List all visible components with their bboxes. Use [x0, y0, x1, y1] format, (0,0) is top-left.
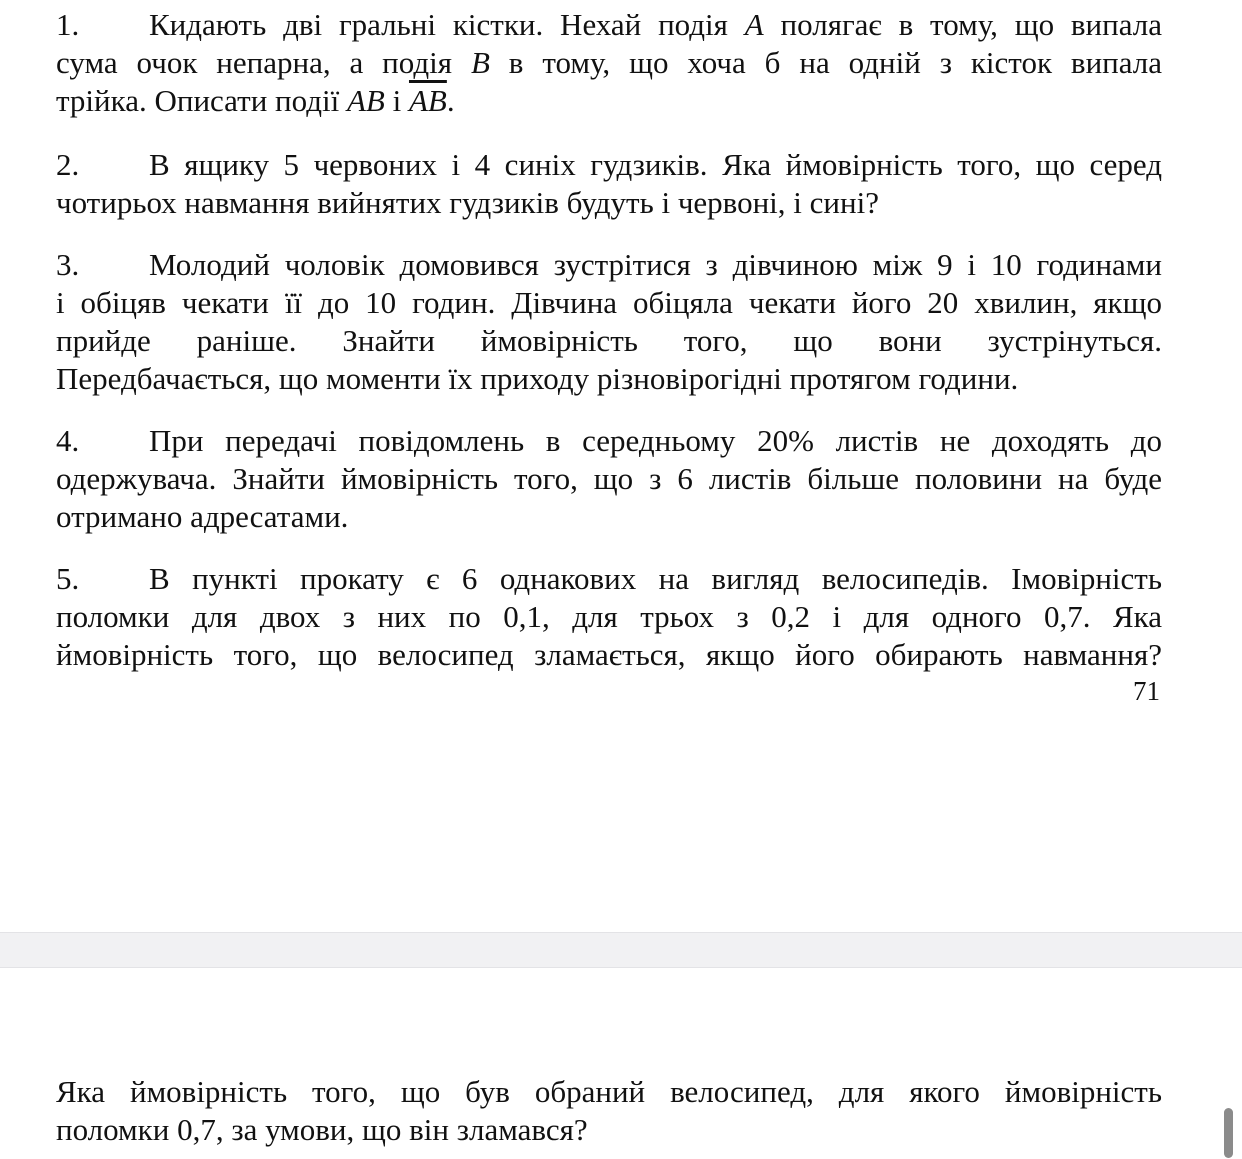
problem-number: 1. [56, 7, 80, 42]
problem-text: трійка. Описати події [56, 83, 340, 118]
problem-text: полягає в тому, що випала [763, 7, 1162, 42]
problem-line: поломки для двох з них по 0,1, для трьох з 0,2 і для одного 0,7. Яка [56, 599, 1162, 634]
problem-number: 2. [56, 147, 80, 182]
problem-line: Передбачається, що моменти їх приходу різновірогідні протягом години. [56, 361, 1019, 396]
page-divider [0, 932, 1242, 968]
page-number: 71 [1133, 676, 1160, 706]
problem-text: Молодий чоловік домовився зустрітися з дівчиною між 9 і 10 годинами [149, 247, 1162, 282]
problem-line [56, 422, 1162, 460]
problem-text: В ящику 5 червоних і 4 синіх гудзиків. Яка ймовірність того, що серед [149, 147, 1162, 182]
event-ab-complement: $\overline{AB}$ [408, 83, 447, 118]
problem-4 [56, 422, 1162, 536]
problem-text: в тому, що хоча б на одній з кісток випала [489, 45, 1163, 80]
problem-2 [56, 146, 1162, 222]
problem-line: ймовірність того, що велосипед зламається, якщо його обирають навмання? [56, 637, 1162, 672]
problem-line [56, 44, 1162, 82]
problem-number: 5. [56, 561, 80, 596]
problem-line [56, 6, 1162, 44]
problem-line: одержувача. Знайти ймовірність того, що з 6 листів більше половини на буде [56, 461, 1162, 496]
problem-5-continuation [56, 1073, 1162, 1149]
problem-text: При передачі повідомлень в середньому 20% листів не доходять до [149, 423, 1162, 458]
problem-line: поломки 0,7, за умови, що він зламався? [56, 1112, 588, 1147]
problem-line: отримано адресатами. [56, 499, 349, 534]
problem-line [56, 82, 1162, 120]
event-b: B [470, 45, 490, 80]
problem-line: прийде раніше. Знайти ймовірність того, що вони зустрінуться. [56, 323, 1162, 358]
event-ab: AB [346, 83, 385, 118]
problem-text: і [384, 83, 409, 118]
vertical-scrollbar-thumb[interactable] [1224, 1108, 1233, 1158]
problem-5 [56, 560, 1162, 674]
problem-text: Кидають дві гральні кістки. Нехай подія [149, 7, 728, 42]
problem-line: і обіцяв чекати її до 10 годин. Дівчина обіцяла чекати його 20 хвилин, якщо [56, 285, 1162, 320]
problem-line [56, 146, 1162, 184]
problem-text: . [446, 83, 455, 118]
problem-line [56, 246, 1162, 284]
problem-line: чотирьох навмання вийнятих гудзиків будуть і червоні, і сині? [56, 185, 879, 220]
problem-line: Яка ймовірність того, що був обраний велосипед, для якого ймовірність [56, 1074, 1162, 1109]
document-page-72 [0, 968, 1242, 1159]
problem-text: В пункті прокату є 6 однакових на вигляд велосипедів. Імовірність [149, 561, 1162, 596]
problem-number: 4. [56, 423, 80, 458]
problem-1 [56, 6, 1162, 120]
problem-number: 3. [56, 247, 80, 282]
problem-text: сума очок непарна, а подія [56, 45, 453, 80]
problem-line [56, 560, 1162, 598]
event-a: A [744, 7, 764, 42]
problem-3 [56, 246, 1162, 398]
